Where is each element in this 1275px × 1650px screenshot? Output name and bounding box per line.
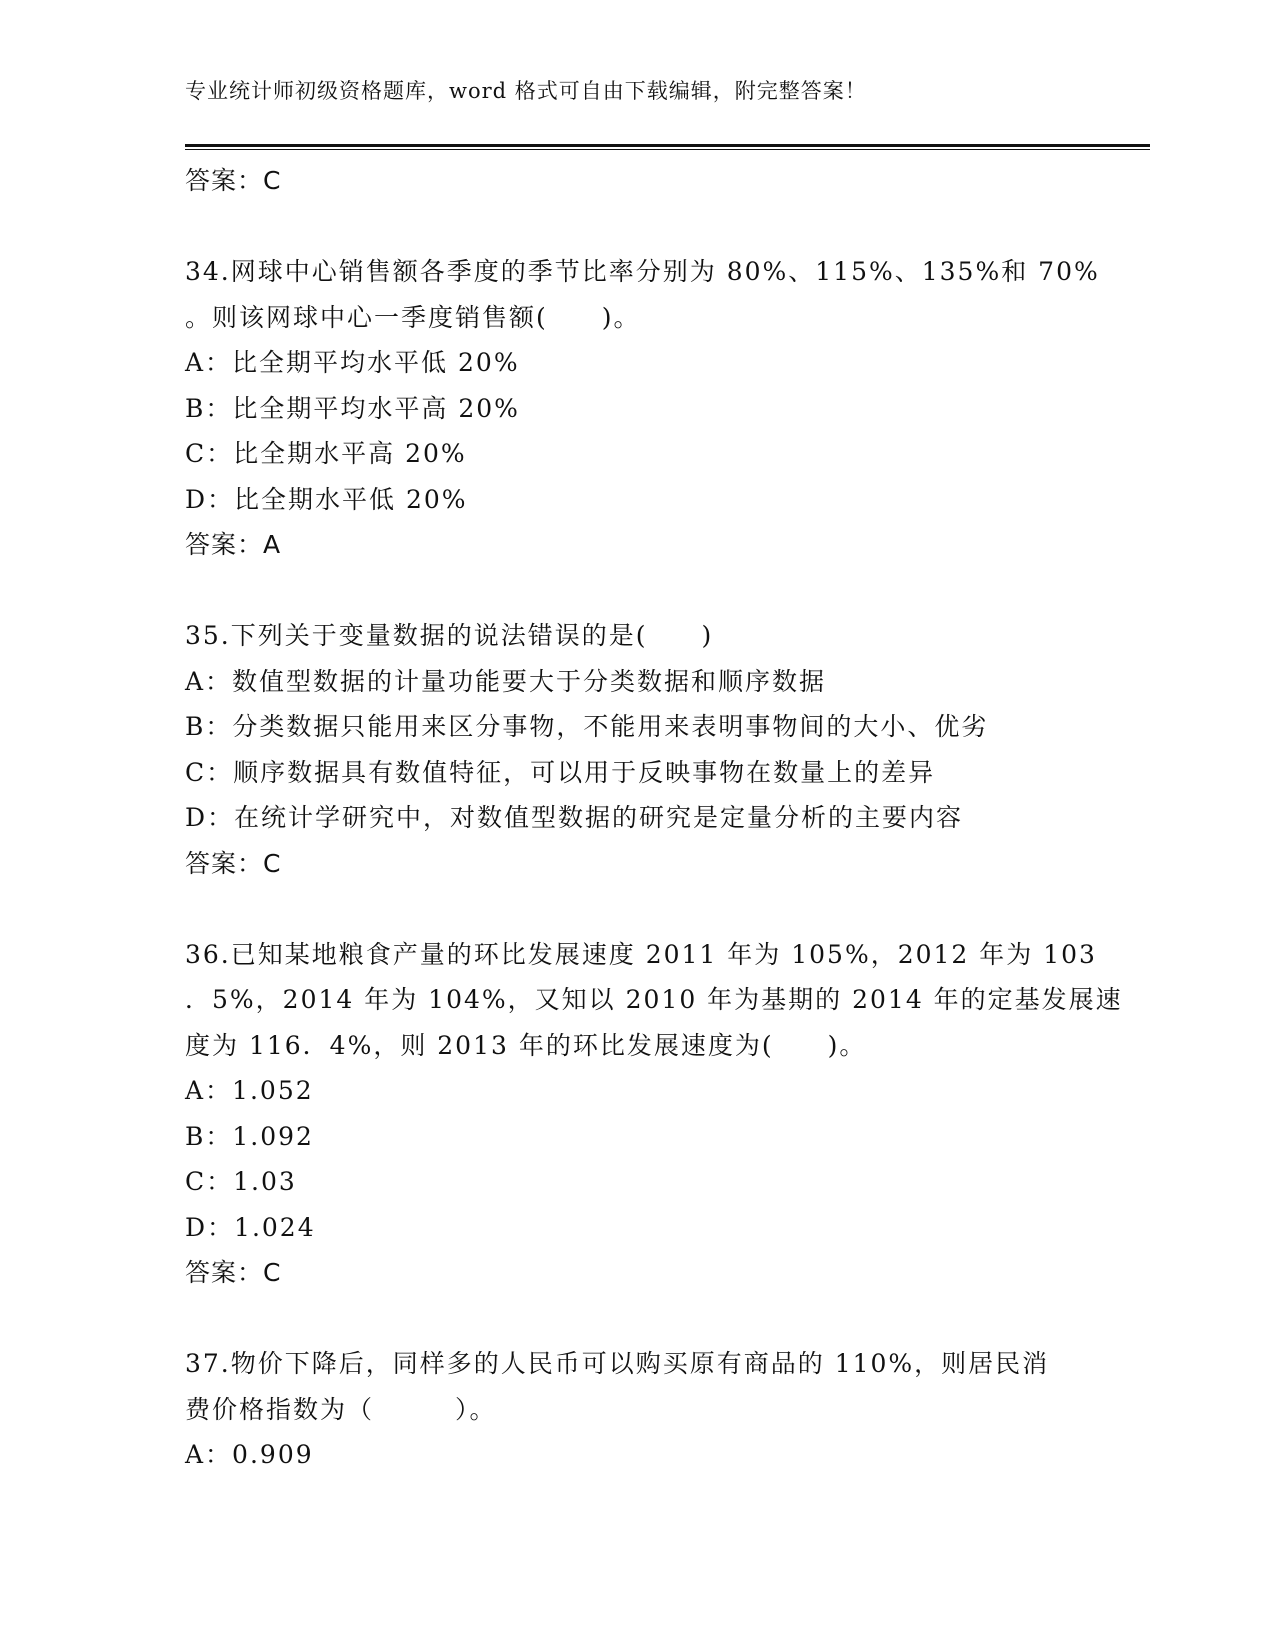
option-b: B：分类数据只能用来区分事物，不能用来表明事物间的大小、优劣 xyxy=(185,712,989,741)
option-a: A：1.052 xyxy=(185,1076,314,1105)
option-c: C：1.03 xyxy=(185,1167,297,1196)
question-stem-line: 37.物价下降后，同样多的人民币可以购买原有商品的 110%，则居民消 xyxy=(185,1349,1050,1378)
option-d: D：比全期水平低 20% xyxy=(185,484,468,514)
option-a: A：比全期平均水平低 20% xyxy=(185,348,520,377)
option-d: D：1.024 xyxy=(185,1212,316,1242)
document-body xyxy=(185,158,1123,1478)
option-a: A：0.909 xyxy=(185,1440,314,1469)
question-stem-line: 35.下列关于变量数据的说法错误的是( ) xyxy=(185,621,714,650)
question-34 xyxy=(185,249,1100,568)
spacer xyxy=(185,1296,1085,1342)
answer-line: 答案：C xyxy=(185,166,282,195)
option-d: D：在统计学研究中，对数值型数据的研究是定量分析的主要内容 xyxy=(185,803,964,832)
spacer xyxy=(185,204,1085,250)
question-37 xyxy=(185,1341,1085,1478)
option-c: C：比全期水平高 20% xyxy=(185,439,467,468)
question-stem-line: 度为 116．4%，则 2013 年的环比发展速度为( )。 xyxy=(185,1030,867,1060)
answer-line: 答案：C xyxy=(185,848,282,878)
option-b: B：比全期平均水平高 20% xyxy=(185,393,520,423)
question-36 xyxy=(185,932,1123,1296)
answer-line: 答案：A xyxy=(185,530,282,559)
question-35 xyxy=(185,613,1085,886)
answer-line: 答案：C xyxy=(185,1258,282,1287)
question-stem-line: 费价格指数为（ ）。 xyxy=(185,1394,497,1424)
question-stem-line: ．5%，2014 年为 104%，又知以 2010 年为基期的 2014 年的定基发展速 xyxy=(185,985,1123,1014)
header-rule-thick xyxy=(185,144,1150,147)
spacer xyxy=(185,568,1085,614)
spacer xyxy=(185,886,1085,932)
question-stem-line: 34.网球中心销售额各季度的季节比率分别为 80%、115%、135%和 70% xyxy=(185,257,1100,286)
page-header: 专业统计师初级资格题库，word 格式可自由下载编辑，附完整答案！ xyxy=(185,79,867,103)
question-stem-line: 36.已知某地粮食产量的环比发展速度 2011 年为 105%，2012 年为 103 xyxy=(185,939,1097,969)
option-c: C：顺序数据具有数值特征，可以用于反映事物在数量上的差异 xyxy=(185,757,936,787)
option-b: B：1.092 xyxy=(185,1121,314,1151)
question-stem-line: 。则该网球中心一季度销售额( )。 xyxy=(185,302,641,332)
option-a: A：数值型数据的计量功能要大于分类数据和顺序数据 xyxy=(185,666,827,696)
header-rule-thin xyxy=(185,149,1150,150)
